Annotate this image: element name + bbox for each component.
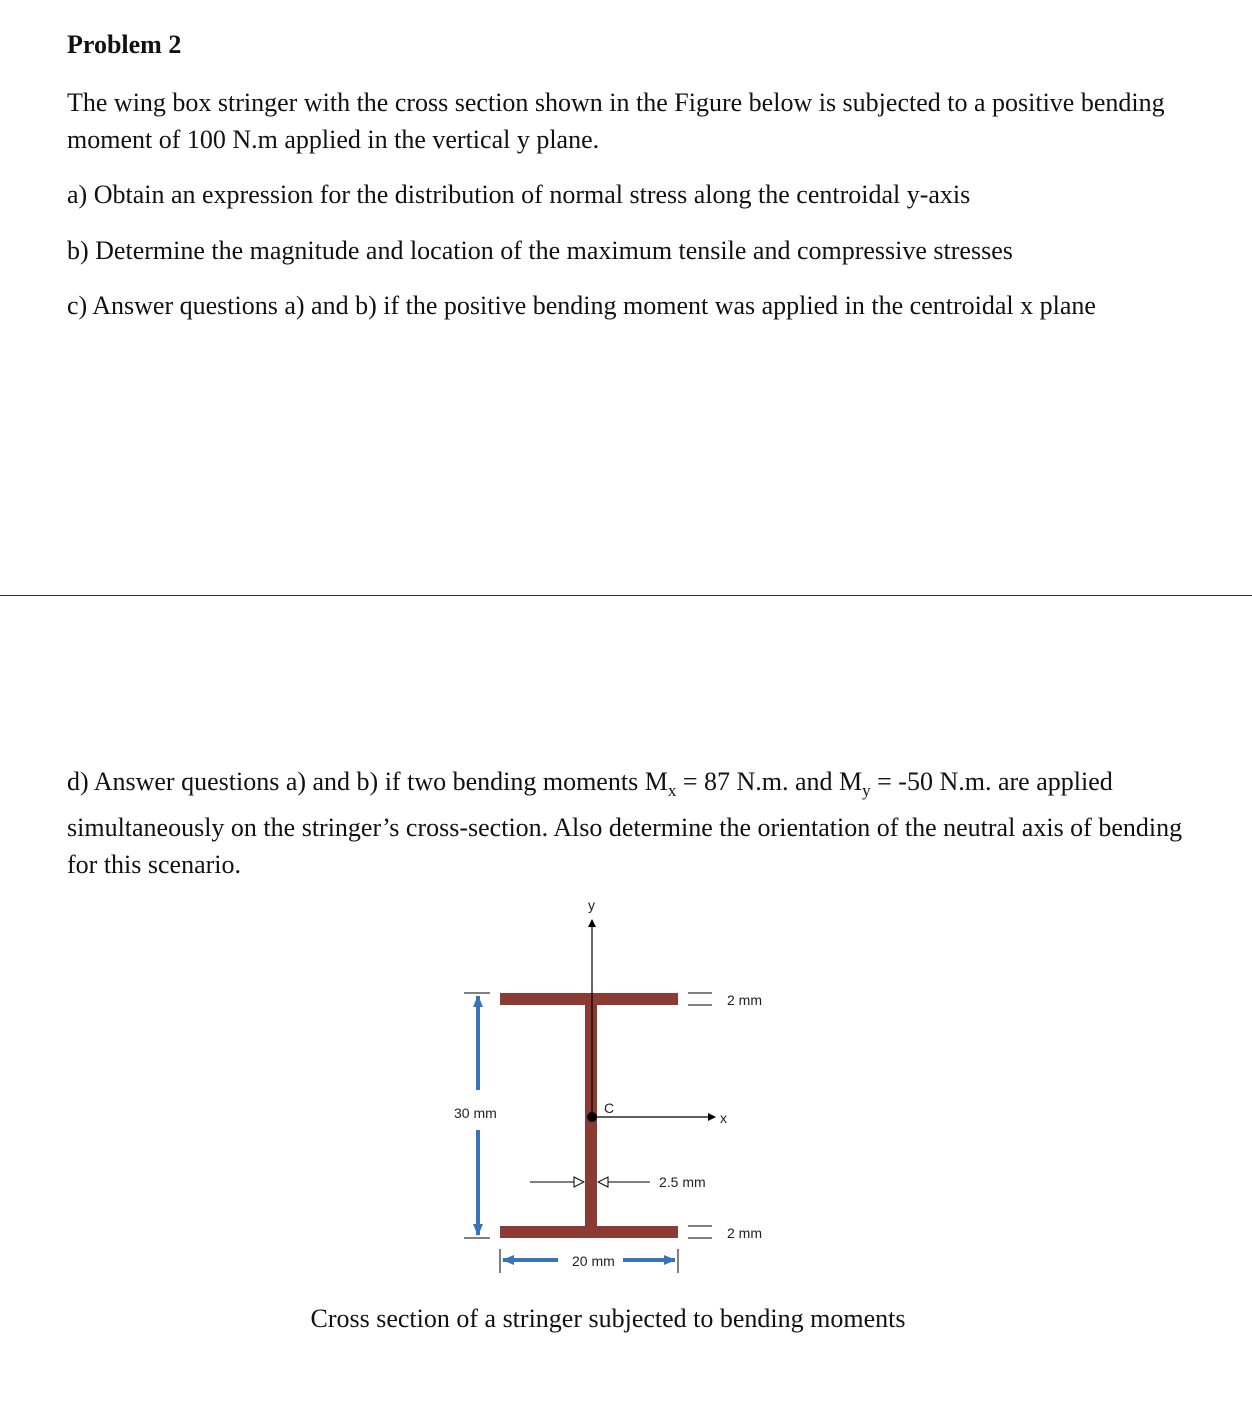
my-subscript: y	[862, 781, 871, 801]
height-label: 30 mm	[454, 1105, 497, 1121]
question-d-text-3: = -50 N.m. are applied simultaneously on the stringer’s cross-section. Also determine the orientation of the neutral axis of bending for this scenario.	[67, 767, 1183, 880]
bottom-flange	[500, 1226, 678, 1238]
stringer-cross-section-figure	[430, 890, 790, 1290]
question-d-text-1: d) Answer questions a) and b) if two bending moments M	[67, 767, 668, 796]
problem-title: Problem 2	[67, 30, 182, 59]
width-label: 20 mm	[572, 1253, 615, 1269]
question-b: b) Determine the magnitude and location of the maximum tensile and compressive stresses	[67, 236, 1013, 265]
problem-intro: The wing box stringer with the cross section shown in the Figure below is subjected to a positive bending moment of 100 N.m applied in the vertical y plane.	[67, 88, 1165, 154]
question-d-text-2: = 87 N.m. and M	[676, 767, 863, 796]
mx-subscript: x	[667, 781, 677, 801]
centroid-point	[587, 1112, 597, 1122]
page-divider	[0, 595, 1252, 596]
question-d	[67, 763, 1187, 883]
bottom-flange-thickness-label: 2 mm	[727, 1225, 762, 1241]
figure-caption: Cross section of a stringer subjected to bending moments	[310, 1304, 906, 1333]
question-a: a) Obtain an expression for the distribution of normal stress along the centroidal y-axis	[67, 180, 971, 209]
centroid-label: C	[604, 1100, 615, 1116]
web-thickness-label: 2.5 mm	[659, 1174, 706, 1190]
question-c: c) Answer questions a) and b) if the positive bending moment was applied in the centroidal x plane	[67, 291, 1096, 320]
top-flange-thickness-label: 2 mm	[727, 992, 762, 1008]
y-axis-label: y	[588, 897, 595, 913]
x-axis-label: x	[720, 1110, 727, 1126]
